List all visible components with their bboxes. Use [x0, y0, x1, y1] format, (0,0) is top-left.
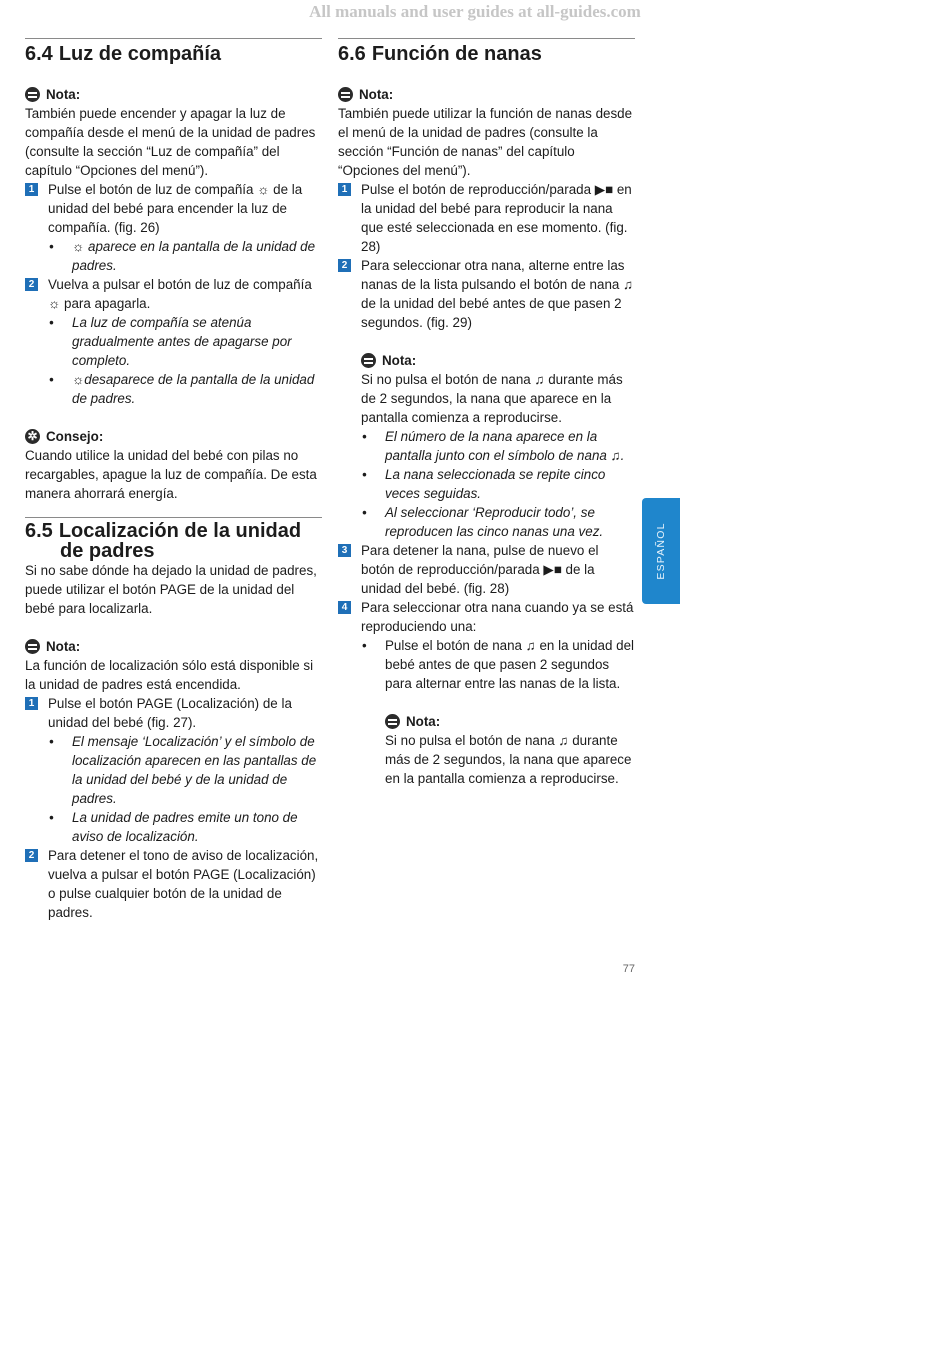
step-number: 2 — [25, 849, 38, 862]
note-label: Nota: — [382, 353, 417, 368]
left-column — [25, 38, 322, 922]
section-6-5-heading — [25, 521, 322, 561]
bullet-item: • El número de la nana aparece en la pantalla junto con el símbolo de nana ♫. — [362, 429, 625, 463]
section-rule — [338, 38, 635, 39]
note-text: También puede encender y apagar la luz de compañía desde el menú de la unidad de padres (consulte la sección “Luz de compañía” del capítulo “Opciones del menú”). — [25, 106, 316, 178]
step-1 — [338, 180, 635, 256]
right-column — [338, 38, 635, 788]
tip-label: Consejo: — [46, 429, 104, 444]
bullet-item: • Al seleccionar ‘Reproducir todo’, se reproducen las cinco nanas una vez. — [362, 505, 604, 539]
section-title: Función de nanas — [371, 43, 542, 65]
bullet-item: • La unidad de padres emite un tono de aviso de localización. — [49, 810, 298, 844]
section-6-6-heading — [338, 42, 635, 66]
step-3 — [338, 541, 635, 598]
bullet-item: • ☼desaparece de la pantalla de la unidad de padres. — [49, 372, 315, 406]
step-number: 2 — [338, 259, 351, 272]
note-label: Nota: — [406, 714, 441, 729]
nested-note — [338, 712, 635, 788]
section-6-4-heading — [25, 42, 322, 66]
page-number: 77 — [622, 963, 635, 975]
intro-text: Si no sabe dónde ha dejado la unidad de padres, puede utilizar el botón PAGE de la unidad del bebé para localizarla. — [25, 563, 317, 616]
note-label: Nota: — [46, 639, 81, 654]
note-icon — [25, 87, 40, 102]
section-number: 6.5 — [25, 520, 53, 542]
step-text: Pulse el botón de reproducción/parada ▶■ en la unidad del bebé para reproducir la nana que esté seleccionada en ese momento. (fig. 28) — [361, 182, 632, 254]
nested-note — [338, 351, 635, 541]
step-number: 2 — [25, 278, 38, 291]
note-icon — [361, 353, 376, 368]
step-text: Vuelva a pulsar el botón de luz de compañía ☼ para apagarla. — [48, 277, 312, 311]
tip-heading — [25, 427, 322, 446]
step-number: 4 — [338, 601, 351, 614]
bullet-item: • ☼ aparece en la pantalla de la unidad de padres. — [49, 239, 316, 273]
step-number: 1 — [25, 697, 38, 710]
step-text: Pulse el botón PAGE (Localización) de la unidad del bebé (fig. 27). — [48, 696, 292, 730]
note-text: Si no pulsa el botón de nana ♫ durante más de 2 segundos, la nana que aparece en la pantalla comienza a reproducirse. — [361, 372, 623, 425]
note-icon — [338, 87, 353, 102]
step-number: 3 — [338, 544, 351, 557]
section-number: 6.4 — [25, 43, 53, 65]
step-text: Para seleccionar otra nana, alterne entre las nanas de la lista pulsando el botón de nana ♫ de la unidad del bebé antes de que pasen 2 segundos. (fig. 29) — [361, 258, 634, 330]
step-number: 1 — [338, 183, 351, 196]
step-number: 1 — [25, 183, 38, 196]
bullet-item: • La luz de compañía se atenúa gradualmente antes de apagarse por completo. — [49, 315, 292, 368]
language-tab — [642, 498, 680, 604]
bullet-item: • Pulse el botón de nana ♫ en la unidad del bebé antes de que pasen 2 segundos para alternar entre las nanas de la lista. — [362, 638, 635, 691]
step-text: Para detener la nana, pulse de nuevo el botón de reproducción/parada ▶■ de la unidad del bebé. (fig. 28) — [361, 543, 599, 596]
tip-text: Cuando utilice la unidad del bebé con pilas no recargables, apague la luz de compañía. De esta manera ahorrará energía. — [25, 448, 317, 501]
language-tab-label: ESPAÑOL — [655, 522, 667, 580]
note-heading — [25, 637, 322, 656]
section-title: Luz de compañía — [58, 43, 222, 65]
watermark: All manuals and user guides at all-guides.com — [309, 2, 641, 21]
step-2 — [338, 256, 635, 332]
note-label: Nota: — [359, 87, 394, 102]
note-label: Nota: — [46, 87, 81, 102]
note-text: Si no pulsa el botón de nana ♫ durante más de 2 segundos, la nana que aparece en la pantalla comienza a reproducirse. — [385, 733, 632, 786]
section-number: 6.6 — [338, 43, 366, 65]
note-heading — [385, 712, 635, 731]
note-icon — [25, 639, 40, 654]
tip-icon: ✲ — [25, 429, 40, 444]
step-text: Pulse el botón de luz de compañía ☼ de la unidad del bebé para encender la luz de compañía. (fig. 26) — [48, 182, 303, 235]
step-text: Para seleccionar otra nana cuando ya se está reproduciendo una: — [361, 600, 634, 634]
step-2 — [25, 846, 322, 922]
step-text: Para detener el tono de aviso de localización, vuelva a pulsar el botón PAGE (Localización) o pulse cualquier botón de la unidad de padres. — [48, 848, 319, 920]
note-heading — [338, 85, 635, 104]
note-heading — [361, 351, 635, 370]
step-2 — [25, 275, 322, 408]
step-1 — [25, 180, 322, 275]
bullet-item: • El mensaje ‘Localización’ y el símbolo de localización aparecen en las pantallas de la unidad del bebé y de la unidad de padres. — [49, 734, 317, 806]
note-icon — [385, 714, 400, 729]
step-1 — [25, 694, 322, 846]
step-4 — [338, 598, 635, 693]
note-text: También puede utilizar la función de nanas desde el menú de la unidad de padres (consulte la sección “Función de nanas” del capítulo “Opciones del menú”). — [338, 106, 633, 178]
note-heading — [25, 85, 322, 104]
bullet-item: • La nana seleccionada se repite cinco veces seguidas. — [362, 467, 606, 501]
section-rule — [25, 38, 322, 39]
section-rule — [25, 517, 322, 518]
note-text: La función de localización sólo está disponible si la unidad de padres está encendida. — [25, 658, 314, 692]
section-title: Localización de la unidad de padres — [58, 520, 302, 562]
